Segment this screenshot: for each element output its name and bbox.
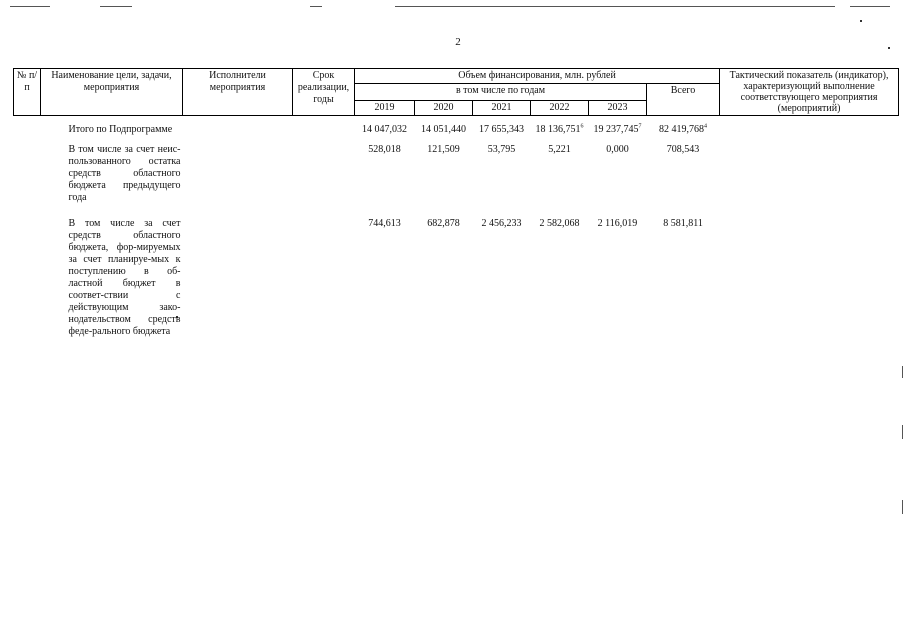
- value-cell: 18 136,751$^6$: [535, 123, 584, 135]
- header-indicator: Тактический показатель (индикатор), характеризующий выполнение соответствующего мероприятия (мероприятий): [720, 69, 899, 116]
- value-cell: 5,221: [548, 144, 571, 155]
- header-name: Наименование цели, задачи, мероприятия: [41, 69, 183, 116]
- total-cell: 8 581,811: [663, 218, 703, 229]
- value-cell: 2 116,019: [597, 218, 638, 229]
- total-cell: 708,543: [666, 144, 700, 155]
- value-cell: 17 655,343: [479, 124, 524, 135]
- header-by-years: в том числе по годам: [355, 84, 647, 101]
- header-year: 2022: [531, 101, 589, 116]
- header-year: 2021: [473, 101, 531, 116]
- value-cell: 14 047,032: [362, 124, 407, 135]
- value-cell: 528,018: [368, 144, 401, 155]
- row-label: В том числе за счет средств областного бюджета, фор-мируемых за счет планируе-мых к поступлению в об-ластной бюджет в соответ-ствии с действующим зако-нодательством средств феде-рального бюджета: [68, 218, 181, 337]
- header-year: 2019: [355, 101, 415, 116]
- value-cell: 744,613: [368, 218, 401, 229]
- page-number: 2: [455, 36, 461, 48]
- scan-artifact-line: [902, 500, 903, 514]
- value-cell: 2 582,068: [539, 218, 580, 229]
- header-funding: Объем финансирования, млн. рублей: [355, 69, 720, 84]
- row-label: Итого по Подпрограмме: [68, 124, 173, 135]
- row-label: В том числе за счет неис-пользованного остатка средств областного бюджета предыдущего года: [68, 144, 181, 203]
- value-cell: 121,509: [427, 144, 460, 155]
- scan-artifact-line: [310, 6, 322, 7]
- scan-artifact-line: [395, 6, 835, 7]
- header-num: № п/п: [14, 69, 41, 116]
- value-cell: 682,878: [427, 218, 460, 229]
- scan-artifact-line: [850, 6, 890, 7]
- scan-artifact-dot: [860, 20, 862, 22]
- value-cell: 2 456,233: [481, 218, 522, 229]
- table-row: [14, 124, 899, 136]
- scan-artifact-line: [10, 6, 50, 7]
- funding-table: [13, 68, 899, 338]
- header-executors: Исполнители мероприятия: [183, 69, 293, 116]
- header-total: Всего: [647, 84, 720, 116]
- scan-artifact-line: [100, 6, 132, 7]
- scan-artifact-line: [902, 366, 903, 378]
- value-cell: 19 237,745$^7$: [593, 123, 642, 135]
- table-row: [14, 144, 899, 204]
- header-year: 2023: [589, 101, 647, 116]
- value-cell: 0,000: [606, 144, 629, 155]
- header-period: Срок реализации, годы: [293, 69, 355, 116]
- scan-artifact-line: [902, 425, 903, 439]
- value-cell: 53,795: [487, 144, 516, 155]
- header-year: 2020: [415, 101, 473, 116]
- scan-artifact-dot: [888, 47, 890, 49]
- total-cell: 82 419,768$^4$: [659, 123, 708, 135]
- table-row: [14, 218, 899, 338]
- value-cell: 14 051,440: [421, 124, 466, 135]
